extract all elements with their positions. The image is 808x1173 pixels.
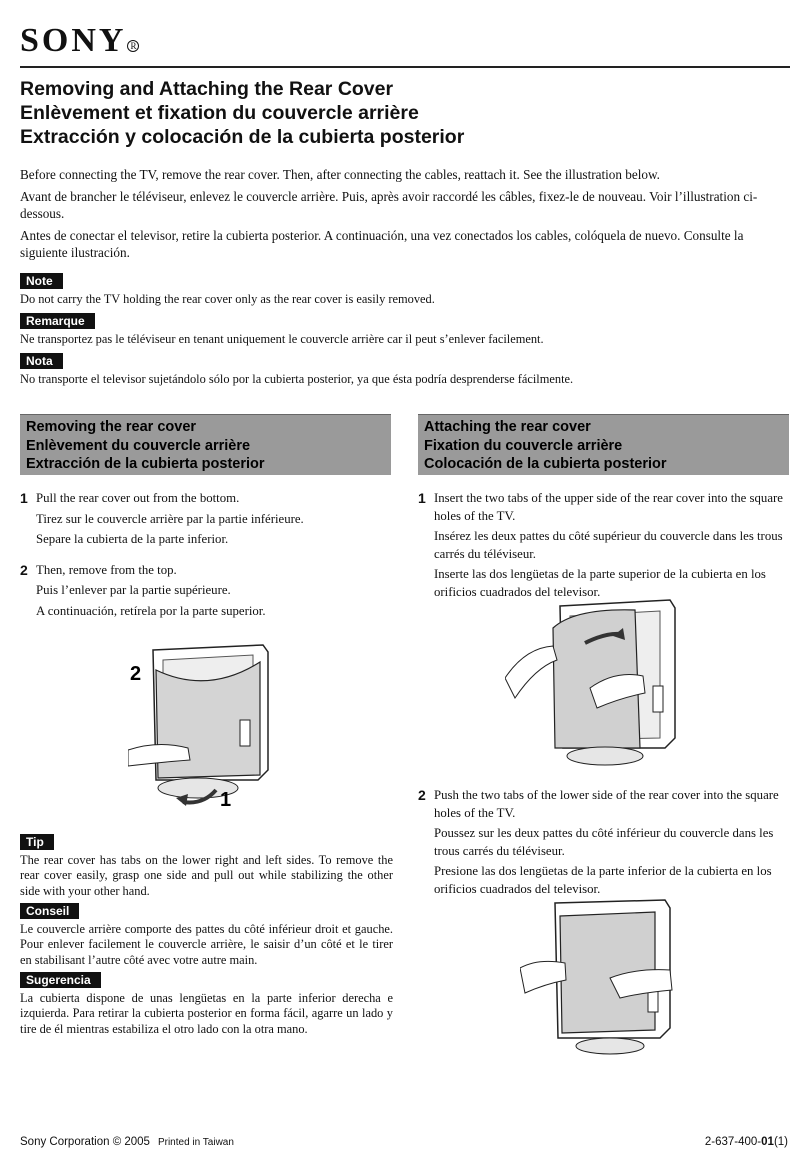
tips-section: [20, 834, 393, 1041]
removing-step-2: [20, 562, 391, 624]
tip-en: [20, 834, 393, 899]
copyright-text: Sony Corporation © 2005: [20, 1136, 150, 1148]
sugerencia-text: La cubierta dispone de unas lengüetas en la parte inferior derecha e izquierda. Para retirar la cubierta posterior en forma fácil, agarre un lado y tire de él mientras estabiliza el otro lado con la otra mano.: [20, 990, 393, 1036]
step-line-en: Push the two tabs of the lower side of the rear cover into the square holes of the TV.: [434, 788, 779, 820]
conseil-label: Conseil: [20, 903, 79, 919]
code-prefix: 2-637-400-: [704, 1136, 762, 1148]
attaching-step-2: [418, 787, 790, 901]
notes-section: [20, 273, 790, 393]
sony-logo: SONY $^R$: [20, 22, 139, 60]
figure-label-1: 1: [220, 789, 232, 811]
removing-heading: [20, 414, 391, 475]
header-rule: [20, 66, 790, 68]
attaching-step-1: [418, 490, 790, 604]
sugerencia-label: Sugerencia: [20, 972, 101, 988]
nota-label: Nota: [20, 353, 63, 369]
attaching-heading-es: Colocación de la cubierta posterior: [424, 456, 667, 472]
attaching-illustration-1: [505, 598, 685, 768]
step-line-en: Insert the two tabs of the upper side of the rear cover into the square holes of the TV.: [434, 491, 783, 523]
intro-es: Antes de conectar el televisor, retire la cubierta posterior. A continuación, una vez conectados los cables, colóquela de nuevo. Consulte la siguiente ilustración.: [20, 227, 744, 260]
intro-fr: Avant de brancher le téléviseur, enlevez le couvercle arrière. Puis, après avoir raccordé les câbles, fixez-le de nouveau. Voir l’illustration ci-dessous.: [20, 188, 758, 221]
step-line-fr: Tirez sur le couvercle arrière par la partie inférieure.: [36, 511, 304, 526]
step-line-fr: Poussez sur les deux pattes du côté inférieur du couvercle dans les trous carrés du téléviseur.: [434, 826, 774, 858]
note-es: [20, 353, 790, 387]
step-line-es: Inserte las dos lengüetas de la parte superior de la cubierta en los orificios cuadrados del televisor.: [434, 567, 766, 599]
nota-text: No transporte el televisor sujetándolo sólo por la cubierta posterior, ya que ésta podría desprenderse fácilmente.: [20, 372, 574, 386]
attaching-step-2-block: [418, 787, 790, 911]
tip-label: Tip: [20, 834, 54, 850]
remarque-text: Ne transportez pas le téléviseur en tenant uniquement le couvercle arrière car il peut s’enlever facilement.: [20, 332, 544, 346]
page-title-es: Extracción y colocación de la cubierta posterior: [20, 126, 465, 148]
footer-code: [705, 1136, 788, 1148]
step-number: 1: [418, 490, 426, 506]
step-line-en: Pull the rear cover out from the bottom.: [36, 491, 240, 505]
removing-step-1: [20, 490, 391, 552]
step-line-es: A continuación, retírela por la parte superior.: [36, 603, 266, 618]
removing-illustration: [128, 640, 288, 820]
step-line-en: Then, remove from the top.: [36, 562, 177, 577]
note-fr: [20, 313, 790, 347]
tip-text: The rear cover has tabs on the lower right and left sides. To remove the rear cover easily, grasp one side and pull out while stabilizing the other side with your other hand.: [20, 852, 393, 898]
code-suffix: (1): [773, 1136, 788, 1148]
step-line-es: Separe la cubierta de la parte inferior.: [36, 532, 229, 546]
step-line-fr: Insérez les deux pattes du côté supérieur du couvercle dans les trous carrés du téléviseur.: [434, 529, 783, 561]
attaching-heading: [418, 414, 789, 475]
figure-label-2: 2: [130, 663, 142, 685]
printed-text: Printed in Taiwan: [157, 1137, 234, 1148]
remarque-label: Remarque: [20, 313, 95, 329]
removing-heading-fr: Enlèvement du couvercle arrière: [26, 437, 251, 454]
step-number: 1: [20, 490, 28, 506]
attaching-illustration-2: [520, 898, 680, 1058]
removing-steps: [20, 490, 391, 633]
step-number: 2: [418, 787, 426, 803]
attaching-heading-fr: Fixation du couvercle arrière: [424, 437, 623, 454]
removing-heading-en: Removing the rear cover: [26, 419, 197, 435]
step-line-fr: Puis l’enlever par la partie supérieure.: [36, 583, 231, 597]
tip-fr: [20, 903, 393, 968]
attaching-heading-en: Attaching the rear cover: [424, 419, 591, 435]
step-number: 2: [20, 561, 28, 578]
conseil-text: Le couvercle arrière comporte des pattes du côté inférieur droit et gauche. Pour enlever facilement le couvercle arrière, le saisir d’un côté et le tirer en stabilisant l’autre côté avec votre autre main.: [20, 921, 393, 967]
step-line-es: Presione las dos lengüetas de la parte inferior de la cubierta en los orificios cuadrados del televisor.: [434, 864, 772, 896]
intro-text: [20, 166, 790, 266]
page-title-en: Removing and Attaching the Rear Cover: [20, 78, 394, 100]
note-text: Do not carry the TV holding the rear cover only as the rear cover is easily removed.: [20, 292, 435, 306]
page-title-group: [20, 77, 790, 149]
attaching-step-1-block: [418, 490, 790, 614]
registered-mark: R: [127, 40, 139, 52]
tip-es: [20, 972, 393, 1037]
removing-heading-es: Extracción de la cubierta posterior: [26, 456, 265, 472]
note-label: Note: [20, 273, 63, 289]
code-bold: 01: [761, 1136, 774, 1148]
footer-copyright: [20, 1136, 234, 1148]
page-title-fr: Enlèvement et fixation du couvercle arrière: [20, 102, 419, 124]
intro-en: Before connecting the TV, remove the rear cover. Then, after connecting the cables, reattach it. See the illustration below.: [20, 167, 660, 182]
note-en: [20, 273, 790, 307]
